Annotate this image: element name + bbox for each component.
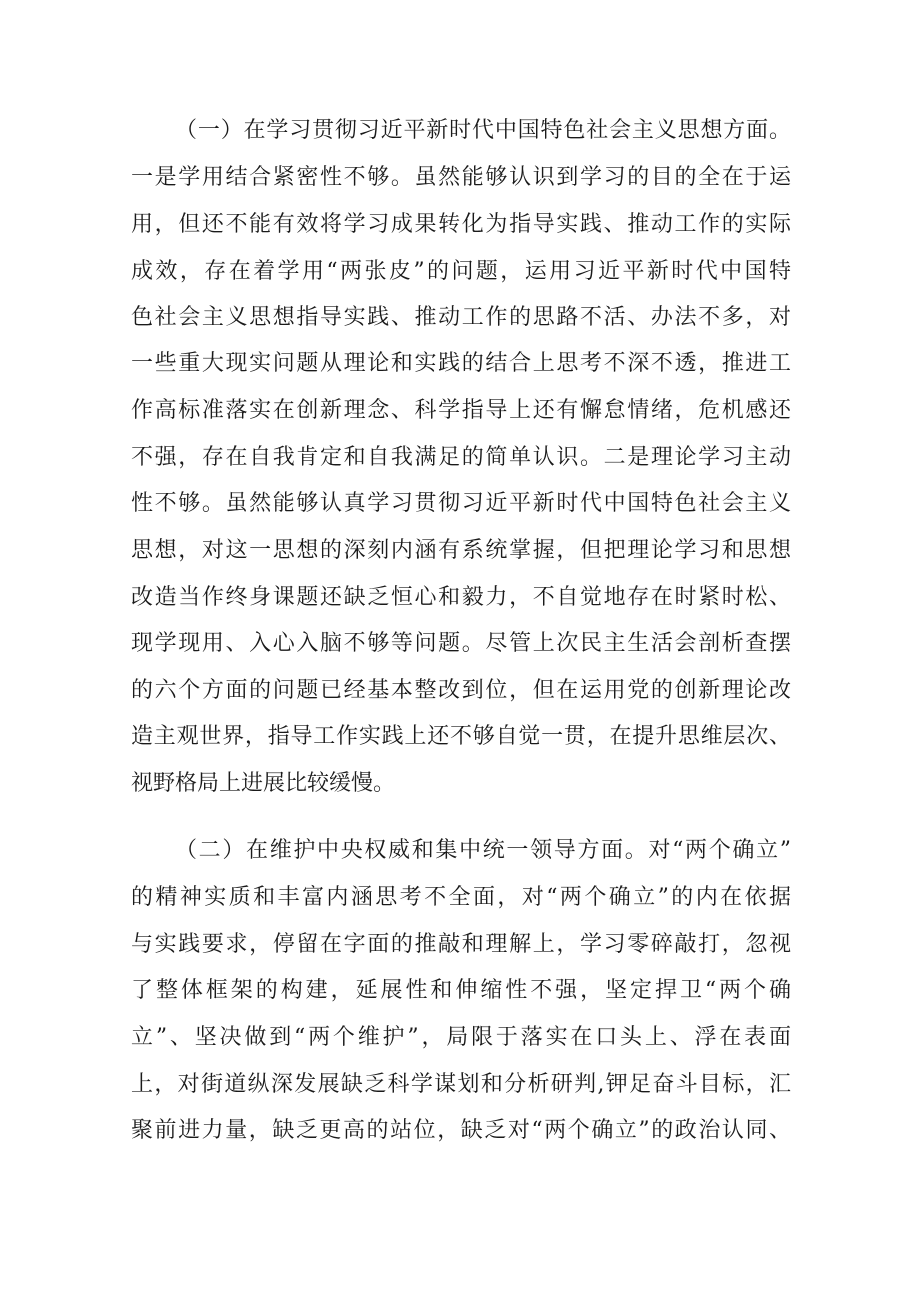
paragraph-1-line-3: 用，但还不能有效将学习成果转化为指导实践、推动工作的实际 xyxy=(131,212,791,237)
paragraph-2-line-7: 聚前进力量，缺乏更高的站位，缺乏对“两个确立”的政治认同、 xyxy=(131,1118,791,1143)
paragraph-1-line-6: 一些重大现实问题从理论和实践的结合上思考不深不透，推进工 xyxy=(131,351,791,376)
paragraph-2-line-4: 了整体框架的构建，延展性和伸缩性不强，坚定捍卫“两个确 xyxy=(131,978,791,1003)
paragraph-2-line-3: 与实践要求，停留在字面的推敲和理解上，学习零碎敲打，忽视 xyxy=(131,932,791,957)
paragraph-1-line-14: 造主观世界，指导工作实践上还不够自觉一贯，在提升思维层次、 xyxy=(131,724,791,749)
paragraph-1-line-5: 色社会主义思想指导实践、推动工作的思路不活、办法不多，对 xyxy=(131,305,791,330)
paragraph-1-line-10: 思想，对这一思想的深刻内涵有系统掌握，但把理论学习和思想 xyxy=(131,538,791,563)
paragraph-1-line-4: 成效，存在着学用“两张皮”的问题，运用习近平新时代中国特 xyxy=(131,259,791,284)
paragraph-2-line-2: 的精神实质和丰富内涵思考不全面，对“两个确立”的内在依据 xyxy=(131,885,791,910)
paragraph-1-line-8: 不强，存在自我肯定和自我满足的简单认识。二是理论学习主动 xyxy=(131,445,791,470)
paragraph-2-line-6: 上，对街道纵深发展缺乏科学谋划和分析研判,钾足奋斗目标，汇 xyxy=(131,1072,791,1097)
paragraph-1-line-13: 的六个方面的问题已经基本整改到位，但在运用党的创新理论改 xyxy=(131,678,791,703)
paragraph-1-line-2: 一是学用结合紧密性不够。虽然能够认识到学习的目的全在于运 xyxy=(131,165,791,190)
paragraph-2-line-1: （二）在维护中央权威和集中统一领导方面。对“两个确立” xyxy=(175,838,791,863)
paragraph-1-line-7: 作高标准落实在创新理念、科学指导上还有懈怠情绪，危机感还 xyxy=(131,398,791,423)
paragraph-1-line-12: 现学现用、入心入脑不够等问题。尽管上次民主生活会剖析查摆 xyxy=(131,631,791,656)
paragraph-1-line-1: （一）在学习贯彻习近平新时代中国特色社会主义思想方面。 xyxy=(175,118,791,143)
paragraph-1-line-11: 改造当作终身课题还缺乏恒心和毅力，不自觉地存在时紧时松、 xyxy=(131,585,791,610)
paragraph-1-line-15: 视野格局上进展比较缓慢。 xyxy=(131,771,396,796)
paragraph-1-line-9: 性不够。虽然能够认真学习贯彻习近平新时代中国特色社会主义 xyxy=(131,491,791,516)
paragraph-2-line-5: 立”、坚决做到“两个维护”，局限于落实在口头上、浮在表面 xyxy=(131,1025,791,1050)
